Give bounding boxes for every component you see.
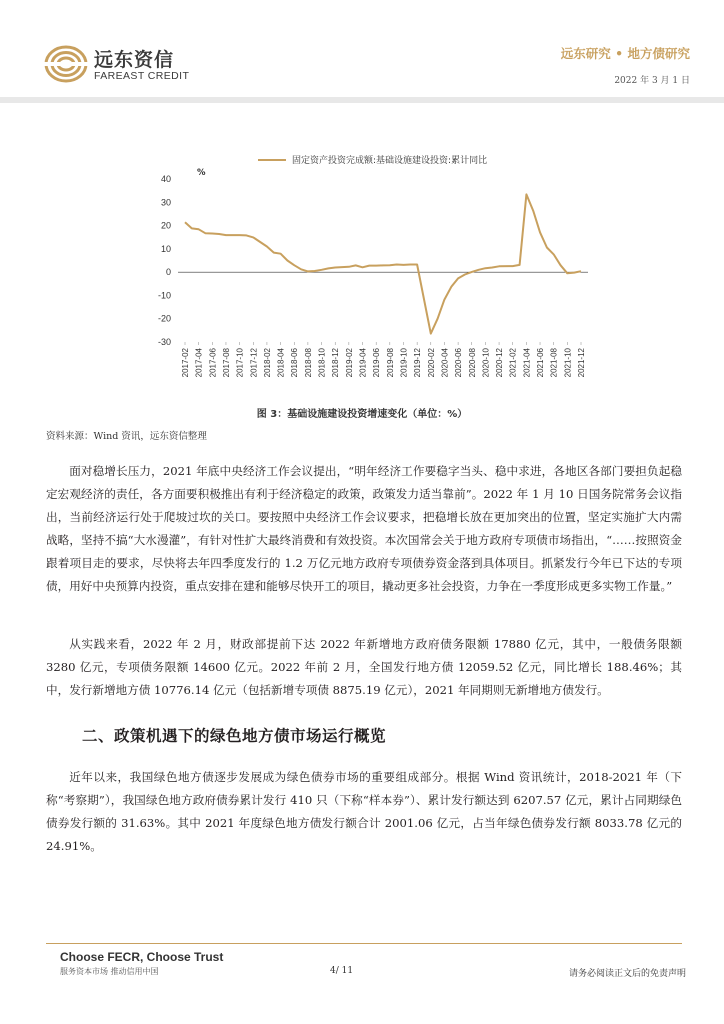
x-tick-label: 2021-12 bbox=[577, 348, 586, 378]
paragraph-green-bonds: 近年以来，我国绿色地方债逐步发展成为绿色债券市场的重要组成部分。根据 Wind 资讯统计，2018-2021 年（下称“考察期”），我国绿色地方政府债券累计发行 410 只（下称“样本券”）、累计发行额达到 6207.57 亿元，累计占同期绿色债券发行额的 31.63%。其中 2021 年度绿色地方债发行额合计 2001.06 亿元，占当年绿色债券发行额 8033.78 亿元的 24.91%。 bbox=[46, 770, 682, 853]
y-tick-label: 40 bbox=[160, 174, 171, 184]
x-tick-label: 2019-12 bbox=[413, 348, 423, 378]
y-tick-label: 20 bbox=[160, 220, 171, 231]
footer-slogan: Choose FECR, Choose Trust bbox=[60, 950, 224, 964]
x-tick-label: 2017-10 bbox=[235, 348, 245, 378]
x-tick-label: 2019-02 bbox=[344, 348, 354, 378]
x-tick-label: 2020-10 bbox=[481, 348, 491, 378]
x-tick-label: 2018-10 bbox=[317, 348, 327, 378]
x-tick-label: 2017-12 bbox=[249, 348, 259, 378]
x-tick-label: 2017-08 bbox=[221, 348, 231, 378]
y-tick-label: -20 bbox=[157, 313, 171, 324]
x-tick-label: 2021-02 bbox=[508, 348, 518, 378]
y-tick-label: -30 bbox=[157, 337, 171, 347]
figure-caption: 图 3：基础设施建设投资增速变化（单位：%） bbox=[256, 409, 468, 420]
y-tick-label: 30 bbox=[160, 197, 171, 208]
x-tick-label: 2021-08 bbox=[549, 348, 559, 378]
infrastructure-investment-chart bbox=[0, 0, 724, 420]
x-tick-label: 2018-06 bbox=[290, 348, 300, 378]
x-tick-label: 2019-04 bbox=[358, 348, 368, 378]
paragraph-practice: 从实践来看，2022 年 2 月，财政部提前下达 2022 年新增地方政府债务限额 17880 亿元，其中，一般债务限额 3280 亿元，专项债务限额 14600 亿元。2022 年前 2 月，全国发行地方债 12059.52 亿元，同比增长 188.46%；其中，发行新增地方债 10776.14 亿元（包括新增专项债 8875.19 亿元），2021 年同期则无新增地方债发行。 bbox=[46, 637, 682, 697]
data-source: 资料来源：Wind 资讯，远东资信整理 bbox=[46, 431, 207, 442]
x-tick-label: 2019-06 bbox=[372, 348, 382, 378]
x-tick-label: 2019-08 bbox=[385, 348, 395, 378]
y-axis-unit: % bbox=[197, 168, 206, 178]
x-tick-label: 2019-10 bbox=[399, 348, 409, 378]
paragraph-policy: 面对稳增长压力，2021 年底中央经济工作会议提出，“明年经济工作要稳字当头、稳中求进，各地区各部门要担负起稳定宏观经济的责任，各方面要积极推出有利于经济稳定的政策，政策发力适当靠前”。2022 年 1 月 10 日国务院常务会议指出，当前经济运行处于爬坡过坎的关口。要按照中央经济工作会议要求，把稳增长放在更加突出的位置，坚定实施扩大内需战略，坚持不搞“大水漫灌”，有针对性扩大最终消费和有效投资。本次国常会关于地方政府专项债市场指出，“……按照资金跟着项目走的要求，尽快将去年四季度发行的 1.2 万亿元地方政府专项债券资金落到具体项目。抓紧发行今年已下达的专项债，用好中央预算内投资，重点安排在建和能够尽快开工的项目，撬动更多社会投资，力争在一季度形成更多实物工作量。” bbox=[46, 464, 682, 593]
report-title: 远东研究 • 地方债研究 bbox=[560, 46, 690, 61]
y-tick-label: 10 bbox=[160, 243, 171, 254]
x-tick-label: 2021-10 bbox=[563, 348, 573, 378]
x-tick-label: 2018-12 bbox=[331, 348, 341, 378]
logo-english-name: FAREAST CREDIT bbox=[94, 70, 190, 82]
section-heading: 二、政策机遇下的绿色地方债市场运行概览 bbox=[82, 727, 387, 745]
x-tick-label: 2020-06 bbox=[454, 348, 464, 378]
x-tick-label: 2018-04 bbox=[276, 348, 286, 378]
x-tick-label: 2020-04 bbox=[440, 348, 450, 378]
x-tick-label: 2017-02 bbox=[181, 348, 190, 378]
x-tick-label: 2021-04 bbox=[522, 348, 532, 378]
x-tick-label: 2021-06 bbox=[536, 348, 546, 378]
footer-divider bbox=[46, 943, 682, 944]
x-tick-label: 2020-02 bbox=[426, 348, 436, 378]
page-number: 4/ 11 bbox=[330, 966, 354, 976]
series-line bbox=[185, 194, 581, 333]
legend-label: 固定资产投资完成额:基础设施建设投资:累计同比 bbox=[292, 156, 488, 166]
x-tick-label: 2020-08 bbox=[467, 348, 477, 378]
x-tick-label: 2017-04 bbox=[194, 348, 204, 378]
footer-subtitle: 服务资本市场 推动信用中国 bbox=[60, 967, 159, 976]
x-tick-label: 2020-12 bbox=[495, 348, 505, 378]
y-tick-label: 0 bbox=[165, 267, 171, 278]
x-axis bbox=[181, 342, 586, 377]
logo-chinese-name: 远东资信 bbox=[94, 49, 175, 71]
disclaimer-note: 请务必阅读正文后的免责声明 bbox=[568, 969, 686, 979]
x-tick-label: 2017-06 bbox=[208, 348, 218, 378]
y-tick-label: -10 bbox=[157, 290, 171, 301]
report-date: 2022 年 3 月 1 日 bbox=[614, 76, 690, 86]
x-tick-label: 2018-02 bbox=[262, 348, 272, 378]
y-axis bbox=[158, 174, 171, 347]
x-tick-label: 2018-08 bbox=[303, 348, 313, 378]
